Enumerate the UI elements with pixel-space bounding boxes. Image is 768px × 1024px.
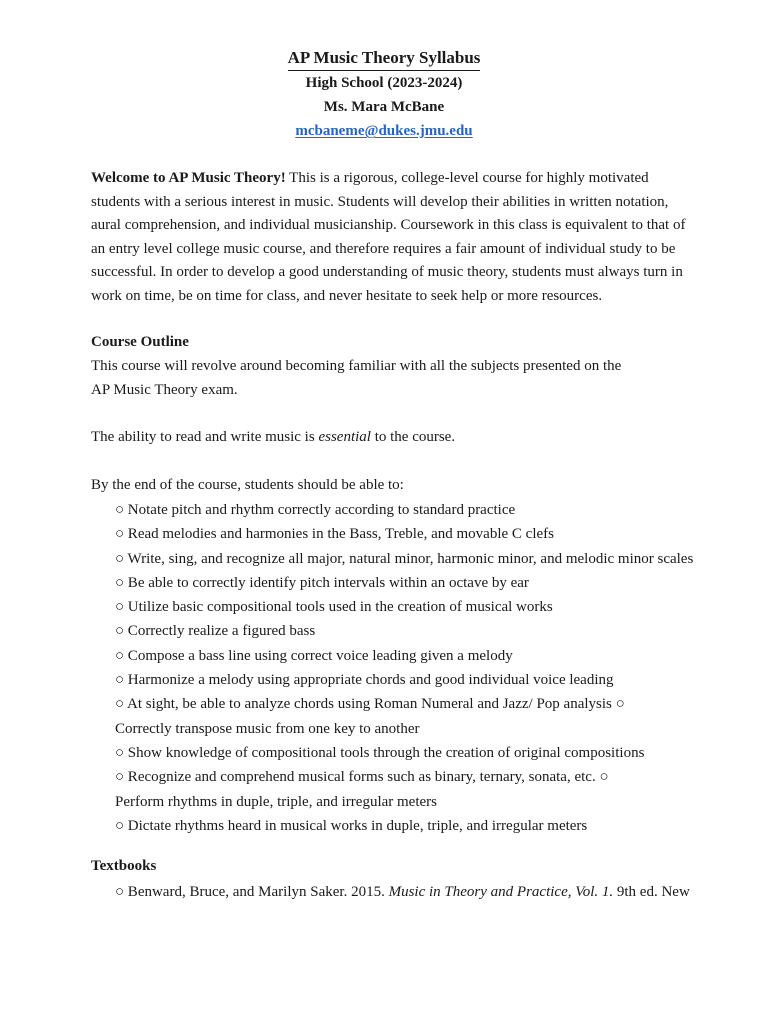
course-outline-line-1: This course will revolve around becoming familiar with all the subjects presented on the bbox=[91, 358, 622, 374]
course-outline-line-2: AP Music Theory exam. bbox=[91, 381, 238, 398]
page-title: AP Music Theory Syllabus bbox=[288, 46, 481, 71]
teacher-name: Ms. Mara McBane bbox=[323, 99, 445, 115]
course-outline-paragraph bbox=[91, 355, 691, 402]
list-item: ○ Dictate rhythms heard in musical works in duple, triple, and irregular meters bbox=[115, 817, 588, 834]
list-item: ○ Compose a bass line using correct voice leading given a melody bbox=[115, 647, 513, 664]
list-item: ○ Show knowledge of compositional tools through the creation of original compositions bbox=[115, 744, 645, 761]
list-item: ○ At sight, be able to analyze chords using Roman Numeral and Jazz/ Pop analysis ○ bbox=[115, 696, 625, 713]
list-item: ○ Write, sing, and recognize all major, natural minor, harmonic minor, and melodic minor scales bbox=[115, 550, 694, 567]
essential-paragraph bbox=[91, 426, 691, 450]
list-item: ○ Read melodies and harmonies in the Bass, Treble, and movable C clefs bbox=[115, 526, 554, 543]
textbook-title: Music in Theory and Practice, Vol. 1. bbox=[388, 884, 614, 900]
course-outline-heading: Course Outline bbox=[91, 334, 189, 350]
textbook-authors: ○ Benward, Bruce, and Marilyn Saker. 2015. bbox=[115, 884, 389, 900]
textbook-item bbox=[115, 880, 715, 904]
teacher-email-link[interactable]: mcbaneme@dukes.jmu.edu bbox=[295, 123, 473, 139]
welcome-paragraph bbox=[91, 167, 691, 308]
textbooks-heading: Textbooks bbox=[91, 858, 157, 874]
syllabus-header bbox=[0, 46, 768, 143]
essential-text-after: to the course. bbox=[370, 429, 456, 445]
list-item: Correctly transpose music from one key to another bbox=[115, 720, 420, 737]
list-item: ○ Utilize basic compositional tools used in the creation of musical works bbox=[115, 599, 553, 616]
welcome-lead: Welcome to AP Music Theory! bbox=[91, 170, 286, 186]
welcome-text: This is a rigorous, college-level course for highly motivated students with a serious interest in music. Students will develop their abilities in written notation, aural comprehension, and individual musicianship. Coursework in this class is equivalent to that of an entry level college music course, and therefore requires a fair amount of individual study to be successful. In order to develop a good understanding of music theory, students must always turn in work on time, be on time for class, and never hesitate to seek help or more resources. bbox=[91, 170, 686, 304]
essential-text-before: The ability to read and write music is bbox=[91, 429, 319, 445]
list-item: ○ Notate pitch and rhythm correctly according to standard practice bbox=[115, 502, 516, 518]
list-item: ○ Recognize and comprehend musical forms such as binary, ternary, sonata, etc. ○ bbox=[115, 769, 609, 786]
textbook-edition: 9th ed. New bbox=[613, 884, 690, 900]
list-item: Perform rhythms in duple, triple, and irregular meters bbox=[115, 793, 437, 810]
essential-word: essential bbox=[318, 429, 371, 445]
outcomes-list bbox=[115, 498, 695, 838]
list-item: ○ Harmonize a melody using appropriate chords and good individual voice leading bbox=[115, 672, 614, 689]
list-item: ○ Correctly realize a figured bass bbox=[115, 623, 316, 640]
list-item: ○ Be able to correctly identify pitch intervals within an octave by ear bbox=[115, 574, 529, 591]
school-year: High School (2023-2024) bbox=[305, 75, 463, 91]
outcomes-intro: By the end of the course, students should be able to: bbox=[91, 477, 404, 493]
